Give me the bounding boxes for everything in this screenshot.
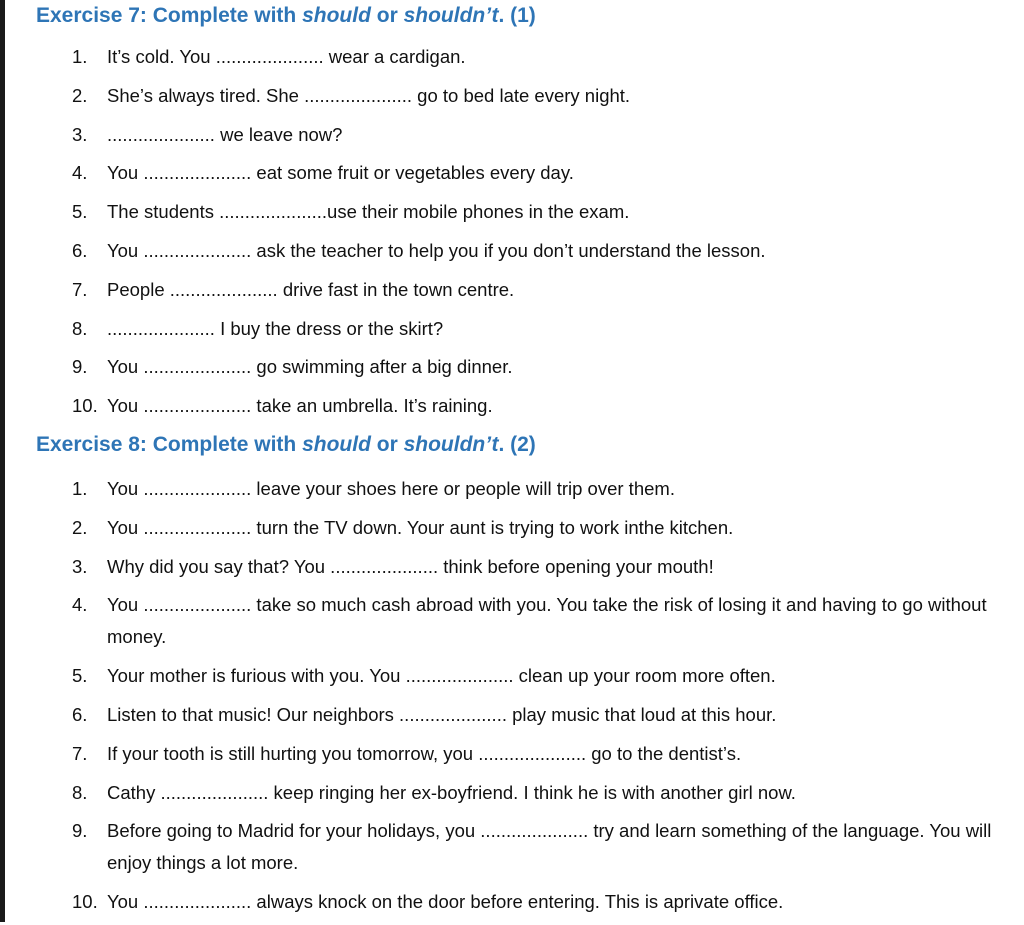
exercise-8-item-7 (36, 738, 996, 770)
exercise-8-item-8 (36, 777, 996, 809)
exercise-7-list (36, 41, 996, 429)
item-text: The students .....................use their mobile phones in the exam. (107, 201, 630, 223)
exercise-7-item-5 (36, 196, 996, 228)
item-number: 5. (72, 665, 88, 687)
item-number: 2. (72, 84, 88, 106)
item-text: Listen to that music! Our neighbors ..................... play music that loud at this hour. (107, 703, 777, 725)
item-number: 4. (72, 594, 88, 616)
item-number: 10. (72, 395, 98, 417)
item-text: You ..................... go swimming after a big dinner. (107, 356, 513, 378)
item-text: People ..................... drive fast in the town centre. (107, 278, 515, 300)
item-number: 1. (72, 478, 88, 499)
exercise-8-item-6 (36, 699, 996, 731)
exercise-8-item-9 (36, 815, 996, 879)
heading-or: or (370, 4, 404, 27)
item-text: You ..................... take an umbrella. It’s raining. (107, 395, 493, 417)
exercise-7-item-4 (36, 157, 996, 189)
exercise-8-item-1 (36, 473, 996, 505)
exercise-8-item-4 (36, 589, 996, 653)
exercise-8-item-2 (36, 512, 996, 544)
heading-text: Exercise 7: Complete with (36, 4, 303, 27)
item-number: 10. (72, 891, 98, 913)
item-number: 4. (72, 162, 88, 184)
item-text: If your tooth is still hurting you tomorrow, you ..................... go to the dentist’s. (107, 742, 742, 764)
exercise-7-item-9 (36, 351, 996, 383)
item-text: Your mother is furious with you. You ..................... clean up your room more often. (107, 665, 776, 687)
item-text: Before going to Madrid for your holidays, you ..................... try and learn something of the language. You will enjoy things a lot more. (107, 820, 992, 874)
item-number: 9. (72, 820, 88, 842)
item-text: You ..................... always knock on the door before entering. This is aprivate office. (107, 891, 784, 913)
exercise-7-item-3 (36, 119, 996, 151)
exercise-7-item-1 (36, 41, 996, 73)
item-number: 5. (72, 201, 88, 223)
item-text: ..................... I buy the dress or the skirt? (107, 317, 444, 339)
exercise-7-item-6 (36, 235, 996, 267)
item-number: 1. (72, 46, 88, 67)
item-number: 3. (72, 123, 88, 145)
item-text: You ..................... eat some fruit or vegetables every day. (107, 162, 574, 184)
item-number: 2. (72, 516, 88, 538)
heading-suffix: . (2) (498, 433, 536, 456)
item-number: 3. (72, 555, 88, 577)
item-number: 8. (72, 317, 88, 339)
item-text: It’s cold. You ..................... wear a cardigan. (107, 46, 466, 67)
exercise-8-heading (36, 431, 536, 459)
item-text: You ..................... leave your shoes here or people will trip over them. (107, 478, 675, 499)
item-text: She’s always tired. She ..................... go to bed late every night. (107, 84, 631, 106)
exercise-7-item-8 (36, 313, 996, 345)
item-text: You ..................... take so much cash abroad with you. You take the risk of losing it and having to go without money. (107, 594, 987, 648)
item-number: 8. (72, 781, 88, 803)
item-text: ..................... we leave now? (107, 123, 343, 145)
heading-shouldnt: shouldn’t (403, 4, 499, 27)
item-text: Why did you say that? You ..................... think before opening your mouth! (107, 555, 714, 577)
item-text: You ..................... ask the teacher to help you if you don’t understand the lesson. (107, 239, 766, 261)
item-number: 7. (72, 278, 88, 300)
heading-text: Exercise 8: Complete with (36, 433, 303, 456)
heading-shouldnt: shouldn’t (403, 433, 499, 456)
exercise-7-item-2 (36, 80, 996, 112)
item-text: Cathy ..................... keep ringing her ex-boyfriend. I think he is with another girl now. (107, 781, 796, 803)
item-number: 9. (72, 356, 88, 378)
heading-or: or (370, 433, 404, 456)
item-number: 6. (72, 703, 88, 725)
page-edge-shadow (0, 0, 5, 922)
exercise-7-heading (36, 2, 536, 30)
exercise-8-list (36, 473, 996, 925)
heading-should: should (302, 433, 371, 456)
heading-suffix: . (1) (498, 4, 536, 27)
item-number: 6. (72, 239, 88, 261)
exercise-8-item-10 (36, 886, 996, 918)
heading-should: should (302, 4, 371, 27)
exercise-8-item-5 (36, 660, 996, 692)
exercise-7-item-7 (36, 274, 996, 306)
item-number: 7. (72, 742, 88, 764)
item-text: You ..................... turn the TV down. Your aunt is trying to work inthe kitchen. (107, 516, 734, 538)
exercise-8-item-3 (36, 551, 996, 583)
exercise-7-item-10 (36, 390, 996, 422)
